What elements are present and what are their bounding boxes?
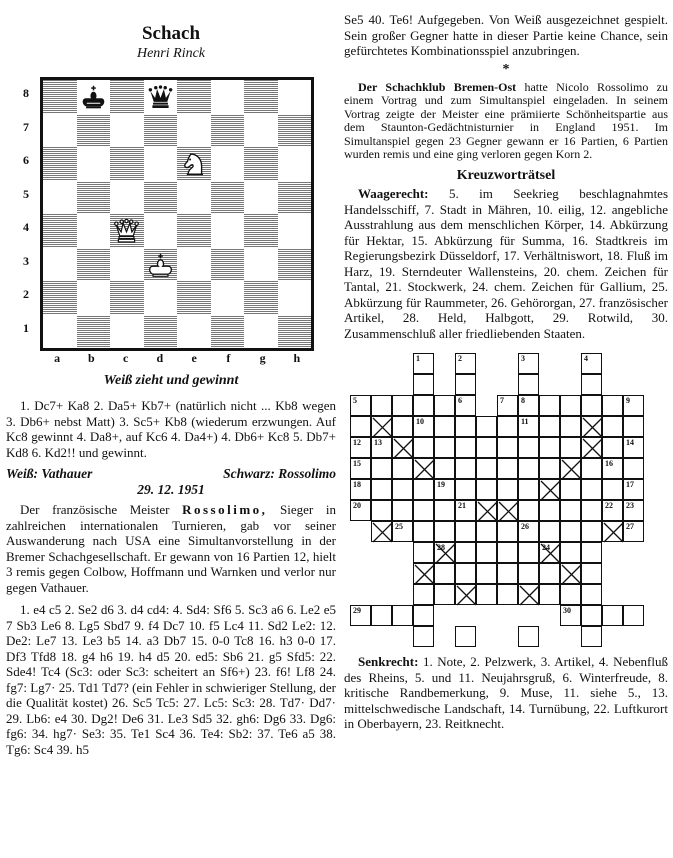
clues-across [344, 186, 668, 341]
crossword-cell [434, 416, 455, 437]
crossword-cell [497, 458, 518, 479]
crossword-cell [413, 374, 434, 395]
white-king-icon [147, 251, 174, 278]
crossword-cell [350, 605, 371, 626]
across-label: Waagerecht: [358, 186, 429, 202]
board-square [278, 80, 312, 114]
board-square [244, 181, 278, 215]
board-square [244, 315, 278, 349]
crossword-cell [518, 626, 539, 647]
file-label: h [293, 351, 301, 365]
file-labels [40, 351, 314, 366]
crossword-number: 13 [374, 438, 382, 448]
board-square [77, 80, 111, 114]
crossword-number: 25 [395, 522, 403, 532]
crossword-cell [455, 626, 476, 647]
crossword-cell [371, 458, 392, 479]
white-player: Weiß: Vathauer [6, 466, 93, 481]
crossword-cell [560, 437, 581, 458]
crossword-cell [413, 479, 434, 500]
board-square [244, 114, 278, 148]
crossword-number: 15 [353, 459, 361, 469]
crossword-number: 22 [605, 501, 613, 511]
clues-down [344, 654, 668, 732]
crossword-cell [455, 374, 476, 395]
crossword-cell [539, 416, 560, 437]
board-square [278, 248, 312, 282]
board-square [144, 214, 178, 248]
board-square [110, 80, 144, 114]
game-players [6, 466, 336, 482]
game-intro [6, 502, 336, 595]
crossword-cell [497, 395, 518, 416]
crossword-cell [392, 479, 413, 500]
board-square [110, 315, 144, 349]
crossword-blocked-cell [518, 584, 539, 605]
crossword-cell [539, 395, 560, 416]
crossword-blocked-cell [497, 500, 518, 521]
crossword-title: Kreuzworträtsel [456, 168, 556, 184]
white-queen-icon [113, 217, 140, 244]
crossword-cell [581, 479, 602, 500]
crossword-cell [539, 584, 560, 605]
crossword-number: 23 [626, 501, 634, 511]
rank-labels [16, 77, 36, 345]
crossword-cell [350, 437, 371, 458]
crossword-number: 27 [626, 522, 634, 532]
crossword-blocked-cell [539, 479, 560, 500]
board-square [77, 181, 111, 215]
board-square [144, 80, 178, 114]
crossword-number: 6 [458, 396, 462, 406]
chess-diagram [16, 69, 321, 379]
intro-name: Rossolimo, [182, 502, 268, 517]
crossword-cell [539, 521, 560, 542]
game-date: 29. 12. 1951 [137, 482, 205, 497]
crossword-cell [434, 500, 455, 521]
crossword-number: 24 [542, 543, 550, 553]
crossword-number: 29 [353, 606, 361, 616]
crossword-cell [434, 437, 455, 458]
crossword-cell [623, 395, 644, 416]
chess-author: Henri Rinck [136, 46, 206, 61]
rank-label: 3 [23, 253, 29, 268]
crossword-cell [602, 605, 623, 626]
crossword-number: 30 [563, 606, 571, 616]
crossword-blocked-cell [434, 542, 455, 563]
crossword-number: 18 [353, 480, 361, 490]
board-square [110, 281, 144, 315]
board-square [144, 181, 178, 215]
crossword-cell [560, 416, 581, 437]
crossword-cell [434, 521, 455, 542]
crossword-cell [392, 395, 413, 416]
crossword-cell [371, 500, 392, 521]
crossword-cell [371, 395, 392, 416]
crossword-cell [581, 395, 602, 416]
crossword-cell [623, 416, 644, 437]
board-square [211, 315, 245, 349]
crossword-cell [581, 563, 602, 584]
board-square [110, 248, 144, 282]
crossword-cell [455, 458, 476, 479]
board-square [177, 114, 211, 148]
black-king-icon [80, 83, 107, 110]
board-square [177, 214, 211, 248]
file-label: c [122, 351, 129, 365]
crossword-cell [371, 479, 392, 500]
file-label: f [226, 351, 231, 365]
crossword-cell [350, 395, 371, 416]
board-square [43, 248, 77, 282]
board-square [177, 248, 211, 282]
crossword-cell [476, 416, 497, 437]
board-square [144, 114, 178, 148]
board-square [244, 248, 278, 282]
crossword-cell [413, 416, 434, 437]
crossword-cell [413, 584, 434, 605]
crossword-cell [560, 479, 581, 500]
crossword-cell [371, 605, 392, 626]
crossword-cell [413, 353, 434, 374]
crossword-cell [434, 395, 455, 416]
game-moves: 1. e4 c5 2. Se2 d6 3. d4 cd4: 4. Sd4: Sf6 5. Sc3 a6 6. Le2 e5 7 Sb3 Le6 8. Lg5 Sbd7 9. f4 Dc7 10. f5 Lc4 11. Sd2 Le2: 12. De2: Le7 13. Le3 b5 14. a3 Db7 15. 0-0 Tc8 16. h3 0-0 17. Df3 Tfd8 18. g4 h6 19. h4 d5 20. ed5: Sb6 21. g5 Sfd5: 22. Sde4! Tc4 (Sc3: oder Sc3: scheitert an Sf6+) 23. f6! Lf8 24. fg7: Lg7· 25. Td1 Td7? (ein Fehler in schwieriger Stellung, der die Qualität kostet) 26. Sc5 Tc5: 27. Lc5: Sc3: 28. Td7· Dd7· 29. Lb6: e4 30. Dg2! De6 31. Le3 Sd5 32. gh6: Dg6 33. Dg6: fg6: 34. hg7· Se3: 35. Te1 Sc4 36. Te4: Sb2: 37. Te6 a5 38. Tg6: Sc4 39. h5 [6, 602, 336, 757]
club-news [344, 81, 668, 163]
crossword-cell [581, 521, 602, 542]
rank-label: 1 [23, 320, 29, 335]
board-square [110, 181, 144, 215]
crossword-cell [497, 563, 518, 584]
board-square [278, 147, 312, 181]
crossword-blocked-cell [455, 584, 476, 605]
board-square [43, 147, 77, 181]
crossword-cell [581, 374, 602, 395]
crossword-number: 10 [416, 417, 424, 427]
down-label: Senkrecht: [358, 654, 419, 670]
crossword-number: 20 [353, 501, 361, 511]
crossword-blocked-cell [476, 500, 497, 521]
crossword-cell [518, 395, 539, 416]
crossword-cell [476, 479, 497, 500]
crossword-number: 2 [458, 354, 462, 364]
crossword-blocked-cell [581, 437, 602, 458]
crossword-cell [392, 605, 413, 626]
crossword-cell [560, 500, 581, 521]
chess-title: Schach [141, 23, 201, 44]
crossword-cell [392, 458, 413, 479]
crossword-cell [581, 458, 602, 479]
crossword-cell [518, 500, 539, 521]
board-square [177, 147, 211, 181]
crossword-cell [413, 626, 434, 647]
crossword-cell [497, 479, 518, 500]
crossword-cell [350, 458, 371, 479]
crossword-cell [413, 437, 434, 458]
board-square [43, 114, 77, 148]
file-label: a [54, 351, 61, 365]
board-square [177, 281, 211, 315]
crossword-blocked-cell [371, 521, 392, 542]
crossword-cell [560, 584, 581, 605]
crossword-cell [560, 605, 581, 626]
crossword-cell [455, 500, 476, 521]
crossword-grid [350, 353, 650, 648]
rank-label: 6 [23, 153, 29, 167]
board-square [144, 248, 178, 282]
crossword-cell [623, 500, 644, 521]
crossword-blocked-cell [602, 521, 623, 542]
board-square [43, 80, 77, 114]
crossword-cell [518, 437, 539, 458]
crossword-cell [476, 542, 497, 563]
board-square [110, 214, 144, 248]
crossword-cell [539, 458, 560, 479]
board-square [43, 181, 77, 215]
crossword-number: 11 [521, 417, 529, 427]
crossword-cell [497, 542, 518, 563]
board-square [211, 80, 245, 114]
crossword-cell [350, 479, 371, 500]
solution-text: 1. Dc7+ Ka8 2. Da5+ Kb7+ (natürlich nicht ... Kb8 wegen 3. Db6+ nebst Matt) 3. Sc5+ Kb8 (wiederum erzwungen. Auf Kc8 gewinnt 4. Da8+, auf Kc6 4. Da4+) 4. Db6+ Kc8 5. Db7+ Kd8 6. Kd2!! und gewinnt. [6, 398, 336, 460]
crossword-cell [455, 353, 476, 374]
board-square [244, 214, 278, 248]
crossword-cell [497, 437, 518, 458]
crossword-cell [455, 437, 476, 458]
board-square [211, 248, 245, 282]
board-square [278, 181, 312, 215]
crossword-cell [392, 416, 413, 437]
game-conclusion: Se5 40. Te6! Aufgegeben. Von Weiß ausgezeichnet gespielt. Sein großer Gegner hatte in dieser Partie keine Chance, sein gefürchtetes Kombinationsspiel anzubringen. [344, 12, 668, 58]
club-name: Der Schachklub Bremen-Ost [358, 79, 517, 94]
crossword-blocked-cell [392, 437, 413, 458]
crossword-cell [581, 353, 602, 374]
crossword-cell [413, 605, 434, 626]
crossword-blocked-cell [539, 542, 560, 563]
crossword-cell [623, 521, 644, 542]
crossword-cell [581, 605, 602, 626]
file-label: b [88, 351, 95, 365]
board-square [43, 315, 77, 349]
crossword-number: 7 [500, 396, 504, 406]
board-square [77, 114, 111, 148]
crossword-cell [413, 395, 434, 416]
crossword-cell [602, 437, 623, 458]
crossword-cell [623, 437, 644, 458]
crossword-cell [413, 521, 434, 542]
crossword-number: 12 [353, 438, 361, 448]
board-square [77, 281, 111, 315]
crossword-cell [497, 521, 518, 542]
crossword-cell [518, 353, 539, 374]
crossword-cell [497, 584, 518, 605]
board-square [110, 147, 144, 181]
board-square [211, 214, 245, 248]
crossword-cell [434, 458, 455, 479]
board-square [177, 80, 211, 114]
white-knight-icon [180, 150, 207, 177]
board-square [77, 147, 111, 181]
right-column [344, 0, 668, 732]
crossword-cell [623, 479, 644, 500]
crossword-blocked-cell [560, 458, 581, 479]
intro-rest: Sieger in zahlreichen internationalen Turnieren, gab vor seiner Auswanderung nach USA eine Simultanvorstellung in der Bremer Schachgesellschaft. Er gewann von 16 Partien 12, hielt 3 remis gegen Colbow, Hoffmann und Warnken und verlor nur gegen Vathauer. [6, 502, 337, 595]
file-label: g [259, 351, 266, 365]
crossword-cell [539, 437, 560, 458]
crossword-number: 14 [626, 438, 634, 448]
crossword-cell [434, 563, 455, 584]
board-square [177, 315, 211, 349]
crossword-cell [413, 500, 434, 521]
crossword-cell [581, 584, 602, 605]
crossword-number: 8 [521, 396, 525, 406]
rank-label: 8 [23, 86, 29, 100]
crossword-cell [560, 542, 581, 563]
crossword-cell [476, 521, 497, 542]
crossword-cell [455, 521, 476, 542]
crossword-number: 17 [626, 480, 634, 490]
crossword-cell [581, 542, 602, 563]
board-square [211, 181, 245, 215]
board-square [211, 114, 245, 148]
crossword-cell [518, 563, 539, 584]
across-clues: 5. im Seekrieg beschlagnahmtes Handelsschiff, 7. Stadt in Mähren, 10. eilig, 12. angebliche Ausstrahlung aus dem menschlichen Körper, 14. Abkürzung für Hektar, 15. Abkürzung für Summa, 16. Stadtkreis im Regierungsbezirk Düsseldorf, 17. Verhältniswort, 18. Fluß im Harz, 19. Sterndeuter Wallensteins, 20. chem. Zeichen für Tantal, 21. Stockwerk, 24. chem. Zeichen für Gallium, 25. Abkürzung für Raummeter, 26. Gehörorgan, 27. französischer Artikel, 28. Held, Halbgott, 29. Rotwild, 30. Zusammenschluß aller friedliebenden Staaten. [344, 186, 669, 341]
crossword-number: 3 [521, 354, 525, 364]
board-square [244, 147, 278, 181]
crossword-cell [602, 395, 623, 416]
black-player: Schwarz: Rossolimo [223, 466, 336, 481]
crossword-cell [518, 521, 539, 542]
crossword-cell [539, 563, 560, 584]
crossword-cell [350, 500, 371, 521]
board-square [244, 80, 278, 114]
rank-label: 4 [23, 220, 29, 234]
crossword-number: 21 [458, 501, 466, 511]
crossword-cell [560, 395, 581, 416]
board-square [278, 214, 312, 248]
crossword-cell [350, 416, 371, 437]
board-square [177, 181, 211, 215]
crossword-cell [602, 479, 623, 500]
crossword-blocked-cell [413, 563, 434, 584]
crossword-cell [476, 563, 497, 584]
board-square [211, 281, 245, 315]
board-square [77, 315, 111, 349]
crossword-number: 9 [626, 396, 630, 406]
file-label: d [156, 351, 164, 365]
crossword-cell [581, 626, 602, 647]
crossword-cell [413, 542, 434, 563]
crossword-cell [623, 605, 644, 626]
crossword-cell [434, 584, 455, 605]
crossword-number: 28 [437, 543, 445, 553]
crossword-cell [602, 416, 623, 437]
crossword-cell [623, 458, 644, 479]
crossword-cell [392, 521, 413, 542]
crossword-number: 1 [416, 354, 420, 364]
crossword-cell [497, 416, 518, 437]
crossword-cell [602, 500, 623, 521]
crossword-cell [476, 584, 497, 605]
rank-label: 5 [23, 186, 29, 201]
board-square [77, 214, 111, 248]
board-square [43, 281, 77, 315]
board-square [278, 114, 312, 148]
board-square [110, 114, 144, 148]
crossword-cell [476, 437, 497, 458]
board-square [211, 147, 245, 181]
crossword-cell [539, 500, 560, 521]
crossword-cell [392, 500, 413, 521]
crossword-cell [518, 479, 539, 500]
crossword-cell [518, 416, 539, 437]
crossword-cell [581, 500, 602, 521]
crossword-cell [455, 479, 476, 500]
rank-label: 7 [23, 119, 29, 134]
crossword-cell [434, 479, 455, 500]
crossword-number: 26 [521, 522, 529, 532]
crossword-blocked-cell [371, 416, 392, 437]
chess-column [6, 0, 336, 757]
chess-board [40, 77, 314, 351]
board-square [77, 248, 111, 282]
crossword-number: 19 [437, 480, 445, 490]
rank-label: 2 [23, 287, 29, 301]
file-label: e [191, 351, 197, 365]
crossword-number: 4 [584, 354, 588, 364]
board-square [278, 315, 312, 349]
crossword-cell [371, 437, 392, 458]
board-square [278, 281, 312, 315]
crossword-number: 5 [353, 396, 357, 406]
crossword-cell [560, 521, 581, 542]
crossword-cell [476, 458, 497, 479]
crossword-cell [518, 374, 539, 395]
crossword-cell [455, 416, 476, 437]
diagram-caption: Weiß zieht und gewinnt [103, 373, 239, 388]
board-square [144, 147, 178, 181]
crossword-number: 16 [605, 459, 613, 469]
board-square [144, 315, 178, 349]
crossword-cell [518, 458, 539, 479]
crossword-cell [518, 542, 539, 563]
crossword-cell [455, 542, 476, 563]
club-news-text: hatte Nicolo Rossolimo zu einem Vortrag und zum Simultanspiel eingeladen. In seinem Vortrag zeigte der Meister eine prämiierte Schönheitspartie aus dem Staunton-Gedächtnisturnier in England 1951. Im Simultanspiel gegen 23 Gegner gewann er 16 Partien, 6 Partien wurden remis und eine ging verloren gegen Korn 2. [344, 79, 668, 162]
black-queen-icon [147, 83, 174, 110]
crossword-cell [455, 563, 476, 584]
board-square [244, 281, 278, 315]
intro-start: Der französische Meister [20, 502, 170, 517]
crossword-blocked-cell [581, 416, 602, 437]
crossword-blocked-cell [560, 563, 581, 584]
down-clues: 1. Note, 2. Pelzwerk, 3. Artikel, 4. Nebenfluß des Rheins, 5. und 11. Neujahrsgruß, 6. Winterfreude, 8. kritische Randbemerkung, 9. Muse, 11. siehe 5., 13. mittelschwedische Landschaft, 14. Turnübung, 22. Luftkurort in Oberbayern, 23. Reitknecht. [344, 654, 668, 732]
crossword-cell [602, 458, 623, 479]
crossword-cell [455, 395, 476, 416]
section-separator: * [502, 61, 510, 77]
board-square [144, 281, 178, 315]
crossword-blocked-cell [413, 458, 434, 479]
board-square [43, 214, 77, 248]
